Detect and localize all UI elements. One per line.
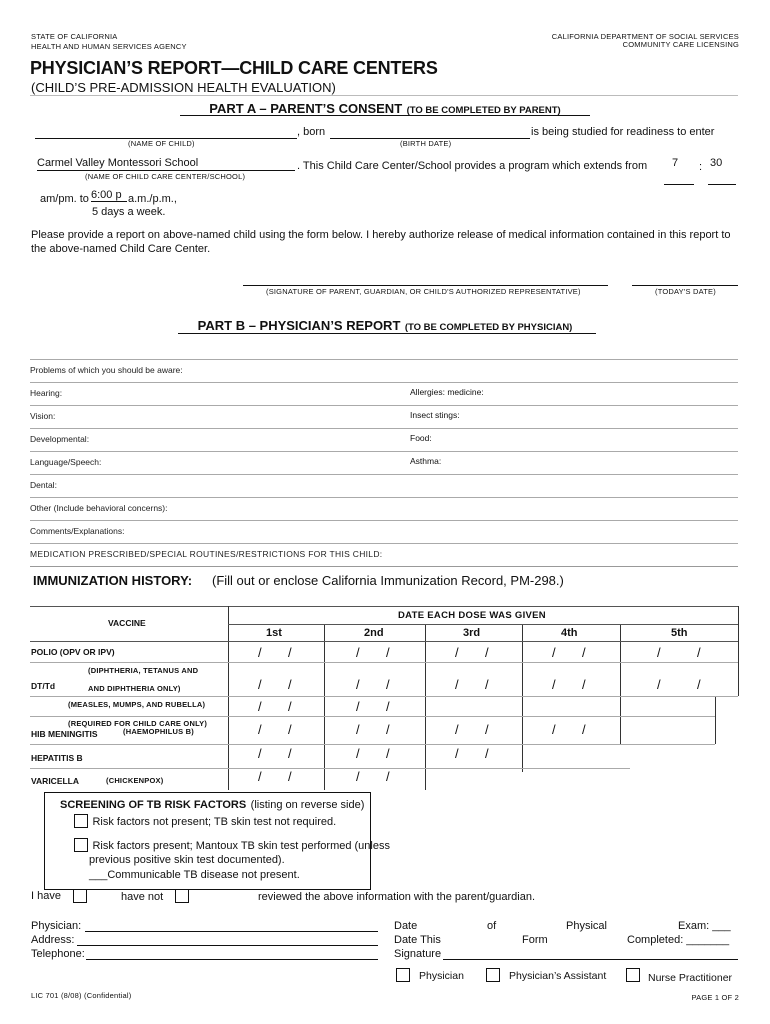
physician-label: Physician: — [31, 920, 82, 932]
tb-option-not-present[interactable]: Risk factors not present; TB skin test not required. — [74, 812, 336, 830]
program-text: . This Child Care Center/School provides a program which extends from — [297, 160, 648, 172]
dose-3rd: 3rd — [463, 627, 481, 639]
dental-field[interactable]: Dental: — [30, 474, 738, 496]
vaccine-header: VACCINE — [108, 618, 146, 628]
dose-date-slash: / — [582, 677, 586, 692]
telephone-field[interactable] — [86, 959, 378, 960]
page-title: PHYSICIAN’S REPORT—CHILD CARE CENTERS — [30, 58, 438, 78]
title-divider — [30, 95, 738, 96]
imm-row-line-3 — [30, 716, 715, 717]
have-reviewed-checkbox[interactable] — [73, 889, 87, 903]
nurse-practitioner-label: Nurse Practitioner — [648, 972, 733, 984]
date-caption: (TODAY'S DATE) — [655, 287, 716, 296]
dose-date-slash: / — [258, 645, 262, 660]
dose-date-slash: / — [288, 645, 292, 660]
telephone-label: Telephone: — [31, 948, 85, 960]
dose-header: DATE EACH DOSE WAS GIVEN — [398, 610, 546, 621]
imm-col-divider-3 — [522, 624, 523, 772]
dose-date-slash: / — [356, 769, 360, 784]
birth-caption: (BIRTH DATE) — [400, 139, 452, 148]
dose-date-slash: / — [552, 677, 556, 692]
days-per-week: 5 days a week. — [92, 206, 166, 218]
hour-underline — [664, 184, 694, 185]
address-label: Address: — [31, 934, 75, 946]
dose-date-slash: / — [386, 699, 390, 714]
state-line-2: HEALTH AND HUMAN SERVICES AGENCY — [31, 42, 187, 51]
vaccine-polio: POLIO (OPV OR IPV) — [31, 647, 115, 657]
dose-2nd: 2nd — [364, 627, 384, 639]
form-id: LIC 701 (8/08) (Confidential) — [31, 991, 132, 1000]
dose-date-slash: / — [356, 645, 360, 660]
dose-date-slash: / — [288, 699, 292, 714]
dose-4th: 4th — [561, 627, 578, 639]
ampm-suffix: a.m./p.m., — [128, 193, 177, 205]
time-colon: : — [699, 161, 703, 173]
ampm-to-label: am/pm. to — [40, 193, 89, 205]
imm-row-line-1 — [30, 662, 738, 663]
from-minute[interactable]: 30 — [710, 157, 723, 169]
dtp-note-1: (DIPHTHERIA, TETANUS AND — [88, 666, 199, 675]
dept-line-1: CALIFORNIA DEPARTMENT OF SOCIAL SERVICES — [551, 32, 739, 41]
signature-label: Signature — [394, 948, 442, 960]
school-name-field[interactable]: Carmel Valley Montessori School — [37, 157, 295, 171]
dose-date-slash: / — [582, 645, 586, 660]
dose-date-slash: / — [258, 677, 262, 692]
imm-col-divider-1 — [324, 624, 325, 790]
physician-signature-field[interactable] — [443, 959, 738, 960]
physical-label: Physical — [566, 920, 607, 932]
dose-date-slash: / — [455, 677, 459, 692]
vaccine-dtp: DT/Td — [31, 681, 56, 691]
page-number: PAGE 1 OF 2 — [691, 993, 739, 1002]
dose-date-slash: / — [697, 677, 701, 692]
part-b-underline — [178, 333, 596, 334]
dose-date-slash: / — [258, 746, 262, 761]
vaccine-hib: HIB MENINGITIS — [31, 729, 98, 739]
have-not-reviewed-checkbox[interactable] — [175, 889, 189, 903]
born-label: , born — [297, 126, 326, 138]
dose-date-slash: / — [356, 722, 360, 737]
review-text: reviewed the above information with the parent/guardian. — [258, 891, 536, 903]
vision-field[interactable]: Vision: — [30, 405, 738, 427]
physician-checkbox[interactable] — [396, 968, 410, 982]
dose-date-slash: / — [455, 645, 459, 660]
dose-date-slash: / — [386, 746, 390, 761]
physician-option-label: Physician — [419, 970, 464, 982]
dose-date-slash: / — [386, 645, 390, 660]
imm-row-line-2 — [30, 696, 738, 697]
medication-field[interactable]: MEDICATION PRESCRIBED/SPECIAL ROUTINES/RESTRICTIONS FOR THIS CHILD: — [30, 543, 738, 565]
dose-date-slash: / — [356, 746, 360, 761]
completed-date-field[interactable]: Completed: _______ — [627, 934, 730, 946]
dose-date-slash: / — [657, 645, 661, 660]
developmental-field[interactable]: Developmental: — [30, 428, 738, 450]
immunization-note: (Fill out or enclose California Immunization Record, PM-298.) — [212, 573, 564, 588]
imm-right-border — [738, 606, 739, 696]
dose-1st: 1st — [266, 627, 282, 639]
mmr-note: (MEASLES, MUMPS, AND RUBELLA) — [68, 700, 206, 709]
tb-option-communicable[interactable]: ___Communicable TB disease not present. — [89, 869, 300, 881]
dose-date-slash: / — [258, 699, 262, 714]
dose-date-slash: / — [288, 769, 292, 784]
dose-date-slash: / — [697, 645, 701, 660]
problems-field[interactable]: Problems of which you should be aware: — [30, 359, 738, 381]
dose-date-slash: / — [258, 722, 262, 737]
dose-date-slash: / — [485, 722, 489, 737]
review-i-have: I have — [31, 890, 61, 902]
dose-date-slash: / — [356, 699, 360, 714]
review-have-not: have not — [121, 891, 164, 903]
imm-row-line-4 — [30, 744, 715, 745]
hearing-field[interactable]: Hearing: — [30, 382, 738, 404]
dose-date-slash: / — [288, 722, 292, 737]
asthma-field[interactable]: Asthma: — [410, 456, 442, 466]
allergies-medicine-field[interactable]: Allergies: medicine: — [410, 387, 484, 397]
imm-top-border — [30, 606, 738, 607]
vaccine-varicella: VARICELLA — [31, 776, 80, 786]
address-field[interactable] — [77, 945, 378, 946]
tb-option-present-cont: previous positive skin test documented). — [89, 854, 285, 866]
physician-assistant-label: Physician’s Assistant — [509, 970, 607, 982]
date-this-label: Date This — [394, 934, 441, 946]
language-speech-field[interactable]: Language/Speech: — [30, 451, 738, 473]
date-label: Date — [394, 920, 418, 932]
tb-present-checkbox[interactable] — [74, 838, 88, 852]
signature-caption: (SIGNATURE OF PARENT, GUARDIAN, OR CHILD'S AUTHORIZED REPRESENTATIVE) — [266, 287, 581, 296]
hib-note-1: (REQUIRED FOR CHILD CARE ONLY) — [68, 719, 208, 728]
dose-date-slash: / — [386, 769, 390, 784]
to-time-field[interactable]: 6:00 p — [91, 189, 127, 202]
form-label: Form — [522, 934, 548, 946]
insect-stings-field[interactable]: Insect stings: — [410, 410, 460, 420]
dose-date-slash: / — [485, 746, 489, 761]
dose-date-slash: / — [657, 677, 661, 692]
hib-note-2: (HAEMOPHILUS B) — [123, 727, 194, 736]
tb-option-present[interactable]: Risk factors present; Mantoux TB skin test performed (unless — [74, 836, 390, 854]
dose-date-slash: / — [552, 645, 556, 660]
imm-col-divider-4 — [620, 624, 621, 744]
today-date-line[interactable] — [632, 285, 738, 286]
dose-date-slash: / — [258, 769, 262, 784]
imm-row-line-5 — [30, 768, 630, 769]
studied-label: is being studied for readiness to enter — [531, 126, 715, 138]
part-b-heading: PART B – PHYSICIAN’S REPORT (TO BE COMPLETED BY PHYSICIAN) — [197, 318, 573, 333]
state-line-1: STATE OF CALIFORNIA — [31, 32, 118, 41]
signature-line[interactable] — [243, 285, 608, 286]
other-concerns-field[interactable]: Other (Include behavioral concerns): — [30, 497, 738, 519]
dose-date-slash: / — [582, 722, 586, 737]
of-label: of — [487, 920, 497, 932]
dose-date-slash: / — [288, 746, 292, 761]
dtp-note-2: AND DIPHTHERIA ONLY) — [88, 684, 181, 693]
page-subtitle: (CHILD’S PRE-ADMISSION HEALTH EVALUATION) — [31, 80, 336, 95]
varicella-note: (CHICKENPOX) — [106, 776, 164, 785]
imm-vaccine-divider — [228, 606, 229, 790]
dose-5th: 5th — [671, 627, 688, 639]
comments-field[interactable]: Comments/Explanations: — [30, 520, 738, 542]
from-hour[interactable]: 7 — [672, 157, 679, 169]
dose-date-slash: / — [552, 722, 556, 737]
imm-dose-header-line — [228, 624, 738, 625]
minute-underline — [708, 184, 736, 185]
name-caption: (NAME OF CHILD) — [128, 139, 195, 148]
exam-date-field[interactable]: Exam: ___ — [678, 920, 731, 932]
tb-not-present-checkbox[interactable] — [74, 814, 88, 828]
dose-date-slash: / — [485, 677, 489, 692]
dose-date-slash: / — [485, 645, 489, 660]
physician-assistant-checkbox[interactable] — [486, 968, 500, 982]
dose-date-slash: / — [455, 746, 459, 761]
tb-heading: SCREENING OF TB RISK FACTORS (listing on reverse side) — [60, 799, 365, 811]
dose-date-slash: / — [455, 722, 459, 737]
dose-date-slash: / — [288, 677, 292, 692]
vaccine-hepatitis-b: HEPATITIS B — [31, 753, 83, 763]
dose-date-slash: / — [356, 677, 360, 692]
nurse-practitioner-checkbox[interactable] — [626, 968, 640, 982]
part-a-underline — [180, 115, 590, 116]
medication-bottom-line — [30, 566, 738, 567]
imm-hib-right-border — [715, 696, 716, 744]
immunization-heading: IMMUNIZATION HISTORY: — [33, 573, 193, 588]
part-a-heading: PART A – PARENT’S CONSENT (TO BE COMPLETED BY PARENT) — [209, 101, 561, 116]
school-caption: (NAME OF CHILD CARE CENTER/SCHOOL) — [85, 172, 246, 181]
food-allergy-field[interactable]: Food: — [410, 433, 432, 443]
dose-date-slash: / — [386, 677, 390, 692]
dept-line-2: COMMUNITY CARE LICENSING — [622, 40, 739, 49]
imm-header-bottom — [30, 641, 738, 642]
physician-field[interactable] — [85, 931, 378, 932]
imm-col-divider-2 — [425, 624, 426, 790]
authorize-text: Please provide a report on above-named child using the form below. I hereby authorize release of medical information contained in this report to the above-named Child Care Center. — [31, 229, 731, 255]
dose-date-slash: / — [386, 722, 390, 737]
